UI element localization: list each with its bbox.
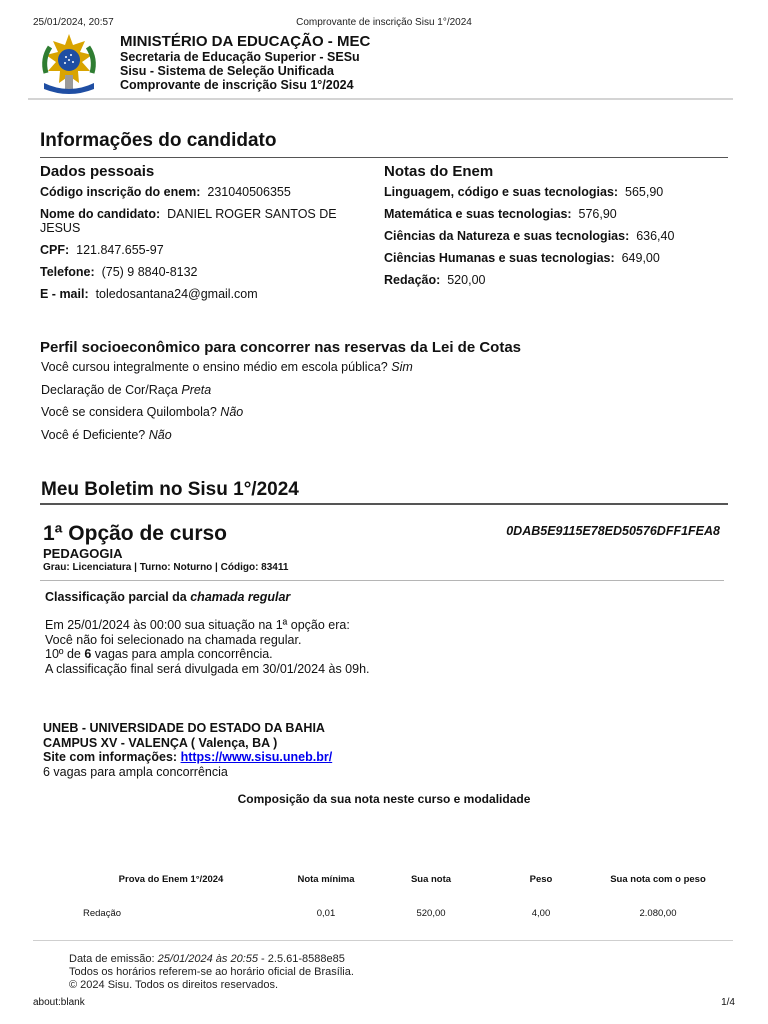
col-header: Nota mínima — [297, 873, 355, 885]
enem-scores — [384, 163, 734, 295]
score-natureza: Ciências da Natureza e suas tecnologias: 636,40 — [384, 229, 675, 243]
course-info: Grau: Licenciatura | Turno: Noturno | Código: 83411 — [43, 562, 289, 573]
profile-item: Você cursou integralmente o ensino médio em escola pública? Sim — [41, 360, 413, 374]
page-number: 1/4 — [721, 997, 735, 1008]
university-site-link[interactable]: https://www.sisu.uneb.br/ — [180, 750, 333, 764]
header-line1: MINISTÉRIO DA EDUCAÇÃO - MEC — [120, 33, 371, 50]
header-divider — [28, 98, 733, 100]
institution-header — [120, 33, 370, 92]
score-redacao: Redação: 520,00 — [384, 273, 486, 287]
university-info: UNEB - UNIVERSIDADE DO ESTADO DA BAHIA CAMPUS XV - VALENÇA ( Valença, BA ) Site com informações: https://www.sisu.uneb.br/ 6 vagas para ampla concorrência — [43, 721, 333, 779]
profile-list — [41, 360, 413, 450]
option-title: 1ª Opção de curso — [43, 522, 227, 545]
table-cell: 2.080,00 — [639, 907, 677, 919]
boletim-section-divider — [40, 503, 728, 505]
university-name: UNEB - UNIVERSIDADE DO ESTADO DA BAHIA — [43, 721, 325, 735]
field-email: E - mail: toledosantana24@gmail.com — [40, 287, 258, 301]
personal-data — [40, 163, 372, 309]
col-header: Sua nota com o peso — [610, 873, 706, 885]
course-divider — [40, 580, 724, 581]
field-name: Nome do candidato: DANIEL ROGER SANTOS DE JESUS — [40, 207, 337, 235]
print-title: Comprovante de inscrição Sisu 1°/2024 — [296, 17, 472, 28]
header-line3: Sisu - Sistema de Seleção Unificada — [120, 64, 334, 78]
table-cell: Redação — [83, 907, 122, 919]
brazil-coat-of-arms-icon — [38, 33, 100, 95]
enem-scores-title: Notas do Enem — [384, 163, 494, 180]
col-header: Sua nota — [410, 873, 452, 885]
score-linguagem: Linguagem, código e suas tecnologias: 565,90 — [384, 185, 664, 199]
verification-hash: 0DAB5E9115E78ED50576DFF1FEA8 — [506, 524, 720, 538]
header-line2: Secretaria de Educação Superior - SESu — [120, 50, 360, 64]
candidate-section-title: Informações do candidato — [40, 130, 277, 151]
header-line4: Comprovante de inscrição Sisu 1°/2024 — [120, 78, 354, 92]
boletim-section-title: Meu Boletim no Sisu 1°/2024 — [41, 479, 299, 500]
print-url: about:blank — [33, 997, 85, 1008]
field-enem-code: Código inscrição do enem: 231040506355 — [40, 185, 291, 199]
score-matematica: Matemática e suas tecnologias: 576,90 — [384, 207, 617, 221]
classification-title: Classificação parcial da chamada regular — [45, 590, 291, 604]
profile-item: Você se considera Quilombola? Não — [41, 405, 244, 419]
profile-item: Você é Deficiente? Não — [41, 427, 172, 442]
col-header: Prova do Enem 1°/2024 — [118, 873, 224, 885]
personal-data-title: Dados pessoais — [40, 163, 155, 180]
field-cpf: CPF: 121.847.655-97 — [40, 243, 164, 257]
campus-name: CAMPUS XV - VALENÇA ( Valença, BA ) — [43, 735, 278, 750]
field-phone: Telefone: (75) 9 8840-8132 — [40, 265, 198, 279]
profile-section-title: Perfil socioeconômico para concorrer nas reservas da Lei de Cotas — [40, 339, 522, 356]
candidate-section-divider — [40, 157, 728, 158]
classification-status: Em 25/01/2024 às 00:00 sua situação na 1ª opção era: Você não foi selecionado na chamada regular. 10º de 6 vagas para ampla concorrência. A classificação final será divulgada em 30/01/2024 às 09h. — [45, 618, 370, 676]
table-cell: 0,01 — [316, 907, 336, 919]
score-composition-title: Composição da sua nota neste curso e modalidade — [237, 792, 531, 806]
course-name: PEDAGOGIA — [43, 546, 123, 561]
col-header: Peso — [529, 873, 553, 885]
vagas-info: 6 vagas para ampla concorrência — [43, 764, 228, 779]
footer-divider — [33, 940, 733, 941]
table-cell: 4,00 — [531, 907, 551, 919]
score-composition-table — [66, 862, 720, 930]
table-header-row — [66, 862, 720, 896]
table-row — [66, 896, 720, 930]
profile-item: Declaração de Cor/Raça Preta — [41, 382, 212, 397]
score-humanas: Ciências Humanas e suas tecnologias: 649,00 — [384, 251, 660, 265]
document-footer: Data de emissão: 25/01/2024 às 20:55 - 2.5.61-8588e85 Todos os horários referem-se ao horário oficial de Brasília. © 2024 Sisu. Todos os direitos reservados. — [69, 953, 354, 991]
table-cell: 520,00 — [416, 907, 446, 919]
print-datetime: 25/01/2024, 20:57 — [33, 17, 114, 28]
